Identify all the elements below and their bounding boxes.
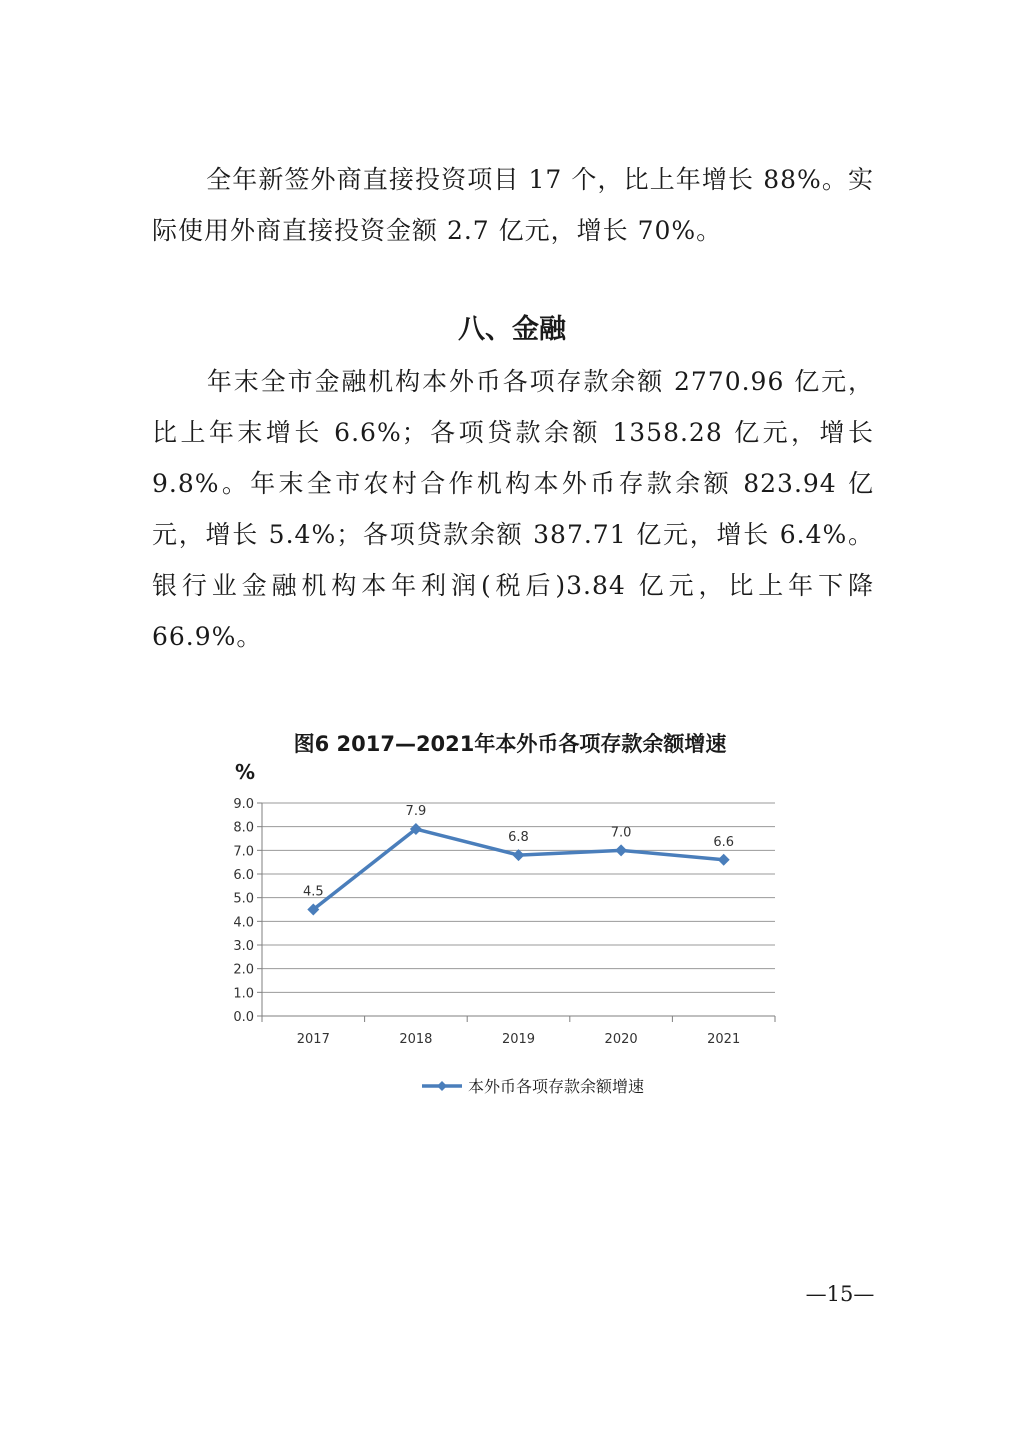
y-tick-label: 1.0: [233, 986, 254, 1002]
x-tick-label: 2020: [604, 1032, 638, 1047]
y-tick-label: 8.0: [233, 820, 254, 836]
section-heading: 八、金融: [458, 314, 566, 345]
series-line: [303, 804, 734, 915]
legend-marker: [437, 1081, 447, 1091]
data-point-marker: [718, 854, 730, 866]
page-number: —15—: [805, 1282, 875, 1306]
y-tick-label: 3.0: [233, 939, 254, 954]
data-label: 7.9: [405, 804, 427, 820]
y-tick-label: 9.0: [233, 797, 254, 812]
y-tick-label: 4.0: [233, 915, 254, 931]
legend-label: 本外币各项存款余额增速: [468, 1077, 645, 1096]
y-tick-label: 6.0: [233, 868, 254, 883]
deposit-growth-chart: [200, 720, 820, 1110]
data-label: 7.0: [610, 825, 632, 841]
x-tick-label: 2017: [296, 1032, 330, 1047]
x-tick-label: 2019: [501, 1032, 536, 1047]
chart-svg: [200, 720, 820, 1110]
tick-labels: [233, 797, 740, 1047]
data-label: 4.5: [302, 884, 324, 900]
y-tick-label: 0.0: [233, 1010, 254, 1025]
x-tick-label: 2018: [399, 1032, 433, 1047]
paragraph-foreign-investment: [152, 154, 874, 256]
data-label: 6.6: [713, 834, 735, 850]
data-point-marker: [615, 844, 627, 856]
y-axis-label: %: [234, 760, 256, 784]
y-tick-label: 7.0: [233, 844, 254, 860]
data-label: 6.8: [508, 830, 529, 846]
paragraph-text: 全年新签外商直接投资项目 17 个，比上年增长 88%。实际使用外商直接投资金额 2.7 亿元，增长 70%。: [152, 165, 874, 245]
paragraph-text: 年末全市金融机构本外币各项存款余额 2770.96 亿元，比上年末增长 6.6%；各项贷款余额 1358.28 亿元，增长 9.8%。年末全市农村合作机构本外币存款余额 823.94 亿元，增长 5.4%；各项贷款余额 387.71 亿元，增长 6.4%。银行业金融机构本年利润(税后)3.84 亿元，比上年下降 66.9%。: [152, 367, 874, 651]
chart-title: 图6 2017—2021年本外币各项存款余额增速: [293, 732, 727, 756]
data-point-marker: [513, 849, 525, 861]
y-tick-label: 5.0: [233, 891, 254, 907]
legend: [422, 1077, 644, 1096]
x-tick-label: 2021: [707, 1032, 741, 1047]
y-tick-label: 2.0: [233, 962, 254, 978]
paragraph-finance: [152, 356, 874, 662]
